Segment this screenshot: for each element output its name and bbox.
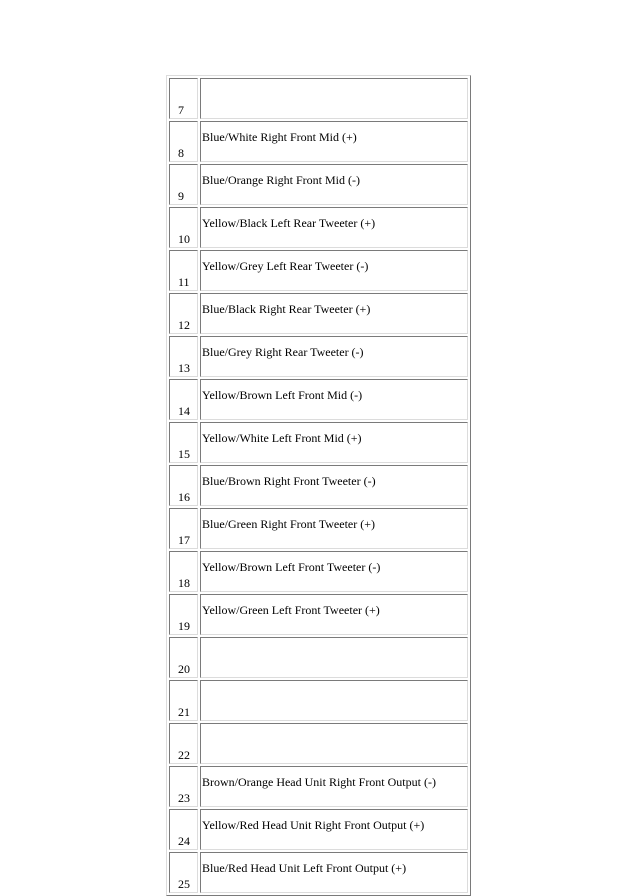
wire-description-cell — [200, 78, 468, 119]
pin-number-cell: 16 — [169, 465, 198, 506]
wire-description-cell: Yellow/Green Left Front Tweeter (+) — [200, 594, 468, 635]
wire-description-cell: Yellow/Red Head Unit Right Front Output (+) — [200, 809, 468, 850]
pin-number-cell: 25 — [169, 852, 198, 893]
pin-number-cell: 13 — [169, 336, 198, 377]
pin-number-cell: 8 — [169, 121, 198, 162]
pin-number-cell: 9 — [169, 164, 198, 205]
table-row — [169, 723, 468, 764]
table-row — [169, 852, 468, 893]
table-row — [169, 78, 468, 119]
pin-number-cell: 14 — [169, 379, 198, 420]
wire-description-cell — [200, 637, 468, 678]
wiring-pinout-table — [166, 75, 471, 896]
table-row — [169, 465, 468, 506]
pin-number-cell: 17 — [169, 508, 198, 549]
table-row — [169, 379, 468, 420]
wire-description-cell: Yellow/Brown Left Front Tweeter (-) — [200, 551, 468, 592]
table-row — [169, 250, 468, 291]
pin-number-cell: 24 — [169, 809, 198, 850]
wire-description-cell — [200, 723, 468, 764]
pin-number-cell: 10 — [169, 207, 198, 248]
wire-description-cell: Yellow/Brown Left Front Mid (-) — [200, 379, 468, 420]
pin-number-cell: 12 — [169, 293, 198, 334]
wire-description-cell: Blue/Black Right Rear Tweeter (+) — [200, 293, 468, 334]
wire-description-cell: Yellow/White Left Front Mid (+) — [200, 422, 468, 463]
table-row — [169, 422, 468, 463]
wire-description-cell: Blue/Green Right Front Tweeter (+) — [200, 508, 468, 549]
pin-number-cell: 15 — [169, 422, 198, 463]
pin-number-cell: 7 — [169, 78, 198, 119]
table-row — [169, 766, 468, 807]
wire-description-cell: Blue/Grey Right Rear Tweeter (-) — [200, 336, 468, 377]
table-row — [169, 637, 468, 678]
table-row — [169, 680, 468, 721]
pin-number-cell: 19 — [169, 594, 198, 635]
pin-number-cell: 23 — [169, 766, 198, 807]
table-row — [169, 121, 468, 162]
table-row — [169, 809, 468, 850]
pin-number-cell: 22 — [169, 723, 198, 764]
wire-description-cell: Blue/White Right Front Mid (+) — [200, 121, 468, 162]
wire-description-cell: Yellow/Grey Left Rear Tweeter (-) — [200, 250, 468, 291]
pin-number-cell: 21 — [169, 680, 198, 721]
wire-description-cell: Brown/Orange Head Unit Right Front Output (-) — [200, 766, 468, 807]
table-row — [169, 293, 468, 334]
pin-number-cell: 20 — [169, 637, 198, 678]
wire-description-cell: Blue/Brown Right Front Tweeter (-) — [200, 465, 468, 506]
wire-description-cell: Blue/Red Head Unit Left Front Output (+) — [200, 852, 468, 893]
table-row — [169, 336, 468, 377]
wiring-pinout-table-body — [169, 78, 468, 893]
table-row — [169, 551, 468, 592]
table-row — [169, 207, 468, 248]
table-row — [169, 508, 468, 549]
table-row — [169, 594, 468, 635]
table-row — [169, 164, 468, 205]
pin-number-cell: 18 — [169, 551, 198, 592]
wire-description-cell: Blue/Orange Right Front Mid (-) — [200, 164, 468, 205]
wire-description-cell — [200, 680, 468, 721]
pin-number-cell: 11 — [169, 250, 198, 291]
wire-description-cell: Yellow/Black Left Rear Tweeter (+) — [200, 207, 468, 248]
